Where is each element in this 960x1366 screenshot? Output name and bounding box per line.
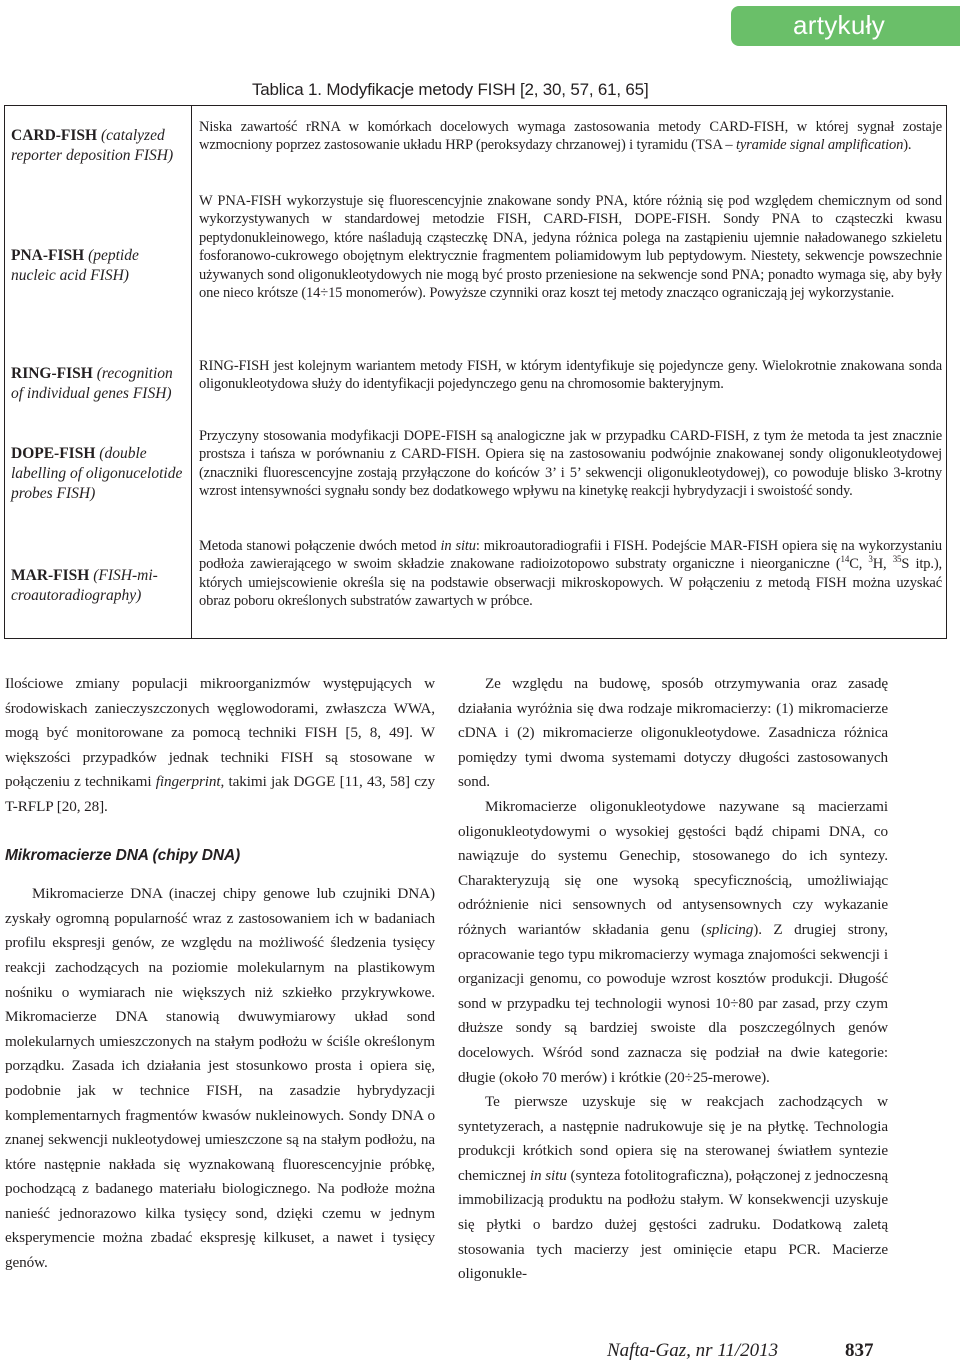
section-badge [731,6,960,46]
desc-text: C, [849,556,869,573]
method-abbr: PNA-FISH [11,247,85,264]
method-full-name: (catalyzed [101,127,165,144]
desc-text: Metoda stanowi połączenie dwóch metod [199,538,441,554]
method-abbr: RING-FISH [11,365,93,382]
paragraph [458,795,888,1090]
paragraph-text: Mikromacierze oligonukleotydowe nazywane są macierzami oligonukleotydowymi o wysokiej gęstości bądź chipami DNA, co nawiązuje do systemu Genechip, stosowanego do ich syntezy. Charakteryzują się one wysoką specyficznością, umożliwiając odróżnienie nici sensownych od antysensownych czy wykazanie różnych wariantów składania genu ( [458,797,888,938]
paragraph: Ze względu na budowę, sposób otrzymywania oraz zasadę działania wyróżnia się dwa rodzaje mikromacierzy: (1) mikromacierze cDNA i (2) mikromacierze oligonukleotydowe. Zasadnicza różnica pomiędzy tymi dwoma systemami dotyczy długości zastosowanych sond. [458,675,888,791]
isotope-mass: 14 [840,554,850,565]
footer-journal-name: Nafta-Gaz, nr 11/2013 [607,1340,779,1361]
paragraph [5,672,435,820]
desc-italic: tyramide signal amplification [736,137,904,154]
table-row-desc-ring-fish: RING-FISH jest kolejnym wariantem metody FISH, w którym identyfikuje się pojedyncze geny. Wielokrotnie znakowana sonda oligonukleotydowa służy do identyfikacji pojedynczego genu na chromosomie bakteryjnym. [199,358,942,393]
table-row-desc-mar-fish [199,537,942,611]
paragraph: Mikromacierze DNA (inaczej chipy genowe lub czujniki DNA) zyskały ogromną popularność wraz z zastosowaniem ich w badaniach profilu ekspresji genów, ze względu na możliwość śledzenia tysięcy reakcji zachodzących na poziomie molekularnym na plastikowym nośniku o wymiarach nie większych niż szkiełko przykrywkowe. Mikromacierze DNA stanowią dwuwymiarowy układ sond molekularnych umieszczonych na stałym podłożu w ściśle określonym porządku. Zasada ich działania jest stosunkowo prosta i opiera się, podobnie jak w technice FISH, na zasadzie hybrydyzacji komplementarnych fragmentów kwasów nukleinowych. Sondy DNA o znanej sekwencji nukleotydowej umieszczone są na stałym podłożu, na które następnie nakłada się wyznakowaną fluorescencyjnie próbkę, pochodzącą z badanego materiału biologicznego. Na podłoże można nanieść jednorazowo kilka tysięcy sond, dzięki czemu w jednym eksperymencie można zbadać ekspresję kilkuset, a nawet i tysięcy genów. [5,885,435,1272]
method-abbr: MAR-FISH [11,567,90,584]
method-abbr: CARD-FISH [11,127,98,144]
paragraph-italic: splicing [705,920,754,938]
table-row-label-mar-fish [11,566,187,606]
desc-text: Niska zawartość rRNA w komórkach docelowych wymaga zastosowania metody CARD-FISH, w której sygnał zostaje wzmocniony poprzez zastosowanie układu HRP (peroksydazy chrzanowej) i tyramidu (TSA – [199,119,942,154]
method-abbr: DOPE-FISH [11,445,96,462]
table-row-desc-dope-fish: Przyczyny stosowania modyfikacji DOPE-FISH są analogiczne jak w przypadku CARD-FISH, z tym że metoda ta jest znacznie prostsza i tańsza w porównaniu z CARD-FISH. Opiera się na zastosowaniu podwójnie znakowanej sondy oligonukleotydowej (znaczniki fluorescencyjne zostają przyłączone do końców 3’ i 5’ sekwencji oligonukleotydowej), co powoduje blisko 3-krotny wzrost intensywności sygnału sondy bez dodatkowego wpływu na kinetykę reakcji hybrydyzacji i swoistość sondy. [199,428,942,500]
paragraph-italic: in situ [529,1166,567,1184]
table-row-desc-card-fish [199,118,942,155]
desc-text: ). [903,137,912,154]
method-full-name: (FISH-mi- [93,567,158,584]
fish-modifications-table [4,105,947,639]
paragraph-text: Ilościowe zmiany populacji mikroorganizmów występujących w środowiskach zanieczyszczonych węglowodorami, zwłaszcza WWA, mogą być monitorowane za pomocą techniki FISH [5, 8, 49]. W większości przypadków jednak techniki FISH są stosowane w połączeniu z technikami [5,675,435,791]
desc-text: H, [872,556,893,573]
table-caption: Tablica 1. Modyfikacje metody FISH [2, 30, 57, 61, 65] [252,80,649,99]
section-badge-label: artykuły [793,10,885,40]
desc-italic: in situ [440,538,476,554]
table-row-label-pna-fish [11,246,187,286]
paragraph-text: , takimi jak DGGE [11, 43, 58] czy T-RFLP [20, 28]. [5,773,435,815]
table-row-label-ring-fish [11,364,187,404]
table-column-divider [191,106,192,638]
method-full-name: (recognition [96,365,173,382]
table-row-label-card-fish [11,126,187,166]
method-full-name: of individual genes FISH) [11,385,172,402]
paragraph-text: ). Z drugiej strony, opracowanie tego typu mikromacierzy wymaga znajomości sekwencji i organizacji genomu, co powoduje wzrost kosztów produkcji. Długość sond w przypadku tej technologii wynosi 10÷80 par zasad, przy czym dłuższe sondy są bardziej swoiste dla poszczególnych genów docelowych. Wśród sond zaznacza się podział na dwie kategorie: długie (około 70 merów) i krótkie (20÷25-merowe). [458,920,888,1086]
method-full-name: croautoradiography) [11,587,142,604]
method-full-name: (double [99,445,147,462]
method-full-name: (peptide [88,247,139,264]
page-number: 837 [845,1340,874,1361]
table-row-label-dope-fish [11,444,187,504]
method-full-name: reporter deposition FISH) [11,147,174,164]
method-full-name: nucleic acid FISH) [11,267,129,284]
paragraph-text: (synteza fotolitograficzna), połączonej z jednoczesną immobilizacją produktu na podłożu stałym. W konsekwencji uzyskuje się płytki o bardzo dużej gęstości zadruku. Dodatkową zaletą stosowania tych macierzy jest ominięcie etapu PCR. Macierze oligonukle- [458,1166,888,1283]
table-row-desc-pna-fish: W PNA-FISH wykorzystuje się fluorescencyjnie znakowane sondy PNA, które różnią się pod względem chemicznym od sond wykorzystywanych w standardowej metodzie FISH, CARD-FISH, DOPE-FISH. Sondy PNA to cząsteczki kwasu peptydonukleinowego, które naśladują cząsteczkę DNA, jedyna różnica polega na zastąpieniu ujemnie naładowanego szkieletu fosforanowo-cukrowego obojętnym elektrycznie fragmentem poliamidowym lub peptydowym. Niestety, sekwencje powszechnie używanych sond oligonukleotydowych nie mogą być prosto przeniesione na sekwencje sond PNA; ponadto wymaga się, aby były one nieco krótsze (14÷15 monomerów). Powyższe czynniki oraz koszt tej metody znacząco ograniczają jej wykorzystanie. [199,193,942,302]
method-full-name: labelling of oligonucelotide probes FISH) [11,465,183,502]
desc-text: S itp.), których umiejscowienie określa się na podstawie obserwacji mikroskopowych. W połączeniu z metodą FISH można uzyskać obraz poboru określonych substratów zawartych w próbce. [199,556,942,610]
paragraph-italic: fingerprint [155,773,221,791]
paragraph-text: Te pierwsze uzyskuje się w reakcjach zachodzących w syntetyzerach, a następnie nadrukowuje się je na płytkę. Technologia produkcji krótkich sond opiera się na sterowanej światłem syntezie chemicznej [458,1093,888,1184]
isotope-mass: 35 [892,554,902,565]
right-column [458,672,888,1287]
section-heading: Mikromacierze DNA (chipy DNA) [5,846,241,864]
paragraph [458,1090,888,1287]
left-column [5,672,435,1276]
desc-text: : mikroautoradiografii i FISH. Podejście MAR-FISH opiera się na wykorzystaniu podłoża zawierającego w swoim składzie znakowane radioizotopowo substraty organiczne i nieorganiczne ( [199,538,942,573]
isotope-mass: 3 [868,554,873,565]
